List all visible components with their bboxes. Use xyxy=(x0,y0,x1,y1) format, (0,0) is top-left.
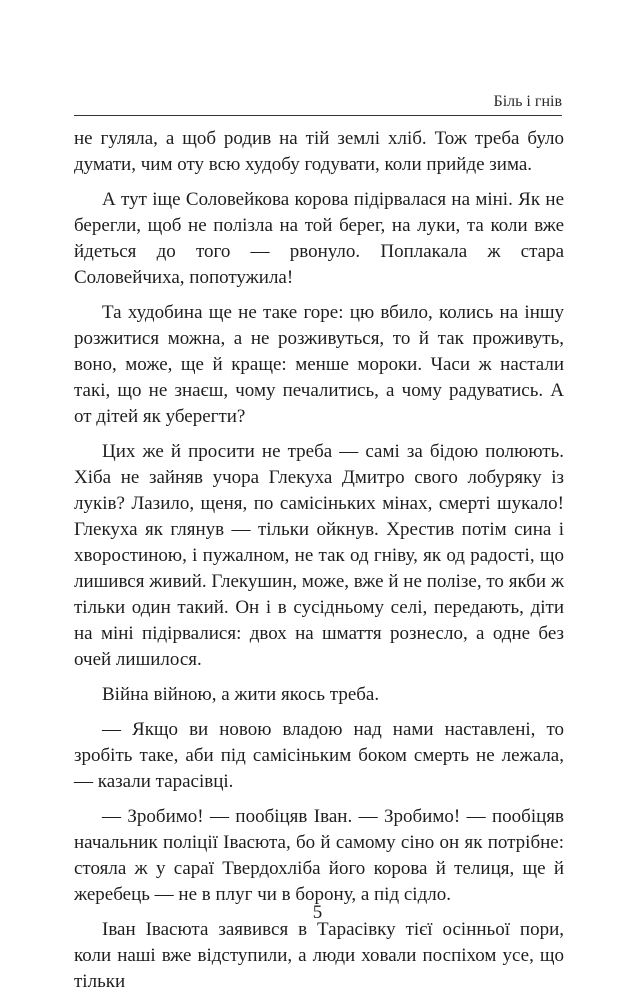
paragraph: — Зробимо! — пообіцяв Іван. — Зробимо! — пообіцяв начальник поліції Івасюта, бо й самому сіно он як потрібне: стояла ж у сараї Твердохліба його корова й телиця, ще й жеребець — не в плуг чи в борону, а під сідло. xyxy=(74,806,564,905)
paragraph: не гуляла, а щоб родив на тій землі хліб. Тож треба було думати, чим оту всю худобу годувати, коли прийде зима. xyxy=(74,128,564,175)
page-body xyxy=(74,126,564,1004)
paragraph: Іван Івасюта заявився в Тарасівку тієї осінньої пори, коли наші вже відступили, а люди ховали поспіхом усе, що тільки xyxy=(74,919,564,992)
paragraph: Цих же й просити не треба — самі за бідою полюють. Хіба не зайняв учора Глекуха Дмитро свого лобуряку із луків? Лазило, щеня, по самісіньких мінах, смерті шукало! Глекуха як глянув — тільки ойкнув. Хрестив потім сина і хворостиною, і пужалном, не так од гніву, як од радості, що лишився живий. Глекушин, може, вже й не полізе, то якби ж тільки один такий. Он і в сусідньому селі, передають, діти на міні підірвалися: двох на шмаття рознесло, а одне без очей лишилося. xyxy=(74,441,564,670)
paragraph: — Якщо ви новою владою над нами наставлені, то зробіть таке, аби під самісіньким боком смерть не лежала, — казали тарасівці. xyxy=(74,719,564,792)
paragraph: Та худобина ще не таке горе: цю вбило, колись на іншу розжитися можна, а не розживуться, то й так проживуть, воно, може, ще й краще: менше мороки. Часи ж настали такі, що не знаєш, чому печалитись, а чому радуватись. А от дітей як уберегти? xyxy=(74,302,564,427)
page-number: 5 xyxy=(312,902,323,923)
header-divider xyxy=(74,115,562,116)
paragraph: Війна війною, а жити якось треба. xyxy=(102,684,380,705)
running-header-title: Біль і гнів xyxy=(493,93,562,110)
paragraph: А тут іще Соловейкова корова підірвалася на міні. Як не берегли, щоб не полізла на той берег, на луки, та коли вже йдеться до того — рвонуло. Поплакала ж стара Соловейчиха, попотужила! xyxy=(74,189,564,288)
